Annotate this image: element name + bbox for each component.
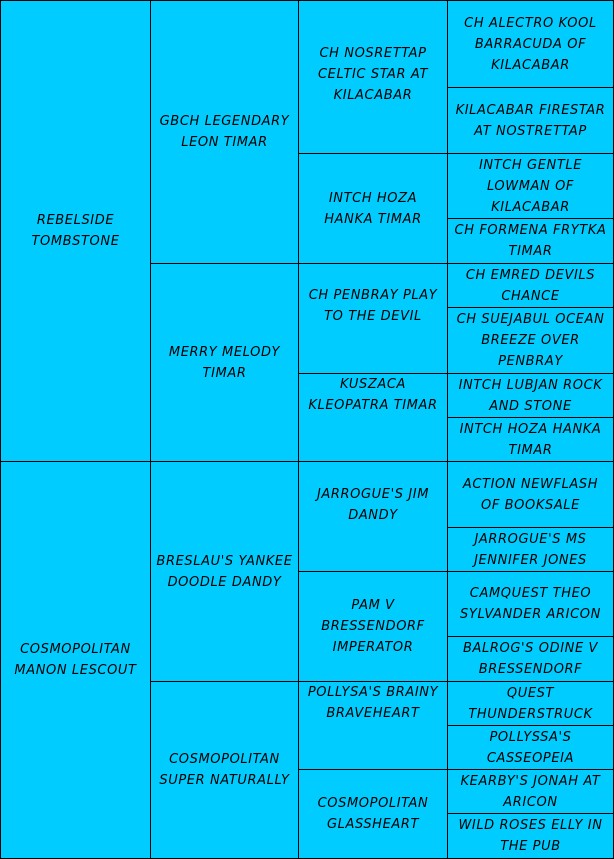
ggp-6: PAM V BRESSENDORF IMPERATOR: [298, 571, 448, 682]
gggp-9: ACTION NEWFLASH OF BOOKSALE: [447, 461, 614, 528]
gggp-5: CH EMRED DEVILS CHANCE: [447, 263, 614, 308]
gggp-11: CAMQUEST THEO SYLVANDER ARICON: [447, 571, 614, 637]
paternal-granddam: MERRY MELODY TIMAR: [150, 263, 299, 462]
paternal-grandsire: GBCH LEGENDARY LEON TIMAR: [150, 0, 299, 264]
ggp-4: KUSZACA KLEOPATRA TIMAR: [298, 373, 448, 462]
gggp-8: INTCH HOZA HANKA TIMAR: [447, 417, 614, 462]
dam: COSMOPOLITAN MANON LESCOUT: [0, 461, 151, 859]
ggp-7: POLLYSA'S BRAINY BRAVEHEART: [298, 681, 448, 770]
gggp-14: POLLYSSA'S CASSEOPEIA: [447, 725, 614, 770]
maternal-grandsire: BRESLAU'S YANKEE DOODLE DANDY: [150, 461, 299, 682]
sire: REBELSIDE TOMBSTONE: [0, 0, 151, 462]
ggp-5: JARROGUE'S JIM DANDY: [298, 461, 448, 572]
gggp-13: QUEST THUNDERSTRUCK: [447, 681, 614, 726]
ggp-8: COSMOPOLITAN GLASSHEART: [298, 769, 448, 859]
gggp-3: INTCH GENTLE LOWMAN OF KILACABAR: [447, 153, 614, 219]
gggp-1: CH ALECTRO KOOL BARRACUDA OF KILACABAR: [447, 0, 614, 88]
gggp-16: WILD ROSES ELLY IN THE PUB: [447, 813, 614, 859]
ggp-2: INTCH HOZA HANKA TIMAR: [298, 153, 448, 264]
gggp-15: KEARBY'S JONAH AT ARICON: [447, 769, 614, 814]
gggp-2: KILACABAR FIRESTAR AT NOSTRETTAP: [447, 87, 614, 154]
gggp-6: CH SUEJABUL OCEAN BREEZE OVER PENBRAY: [447, 307, 614, 374]
gggp-12: BALROG'S ODINE V BRESSENDORF: [447, 636, 614, 682]
gggp-4: CH FORMENA FRYTKA TIMAR: [447, 218, 614, 264]
gggp-7: INTCH LUBJAN ROCK AND STONE: [447, 373, 614, 418]
maternal-granddam: COSMOPOLITAN SUPER NATURALLY: [150, 681, 299, 859]
ggp-3: CH PENBRAY PLAY TO THE DEVIL: [298, 263, 448, 374]
gggp-10: JARROGUE'S MS JENNIFER JONES: [447, 527, 614, 572]
ggp-1: CH NOSRETTAP CELTIC STAR AT KILACABAR: [298, 0, 448, 154]
